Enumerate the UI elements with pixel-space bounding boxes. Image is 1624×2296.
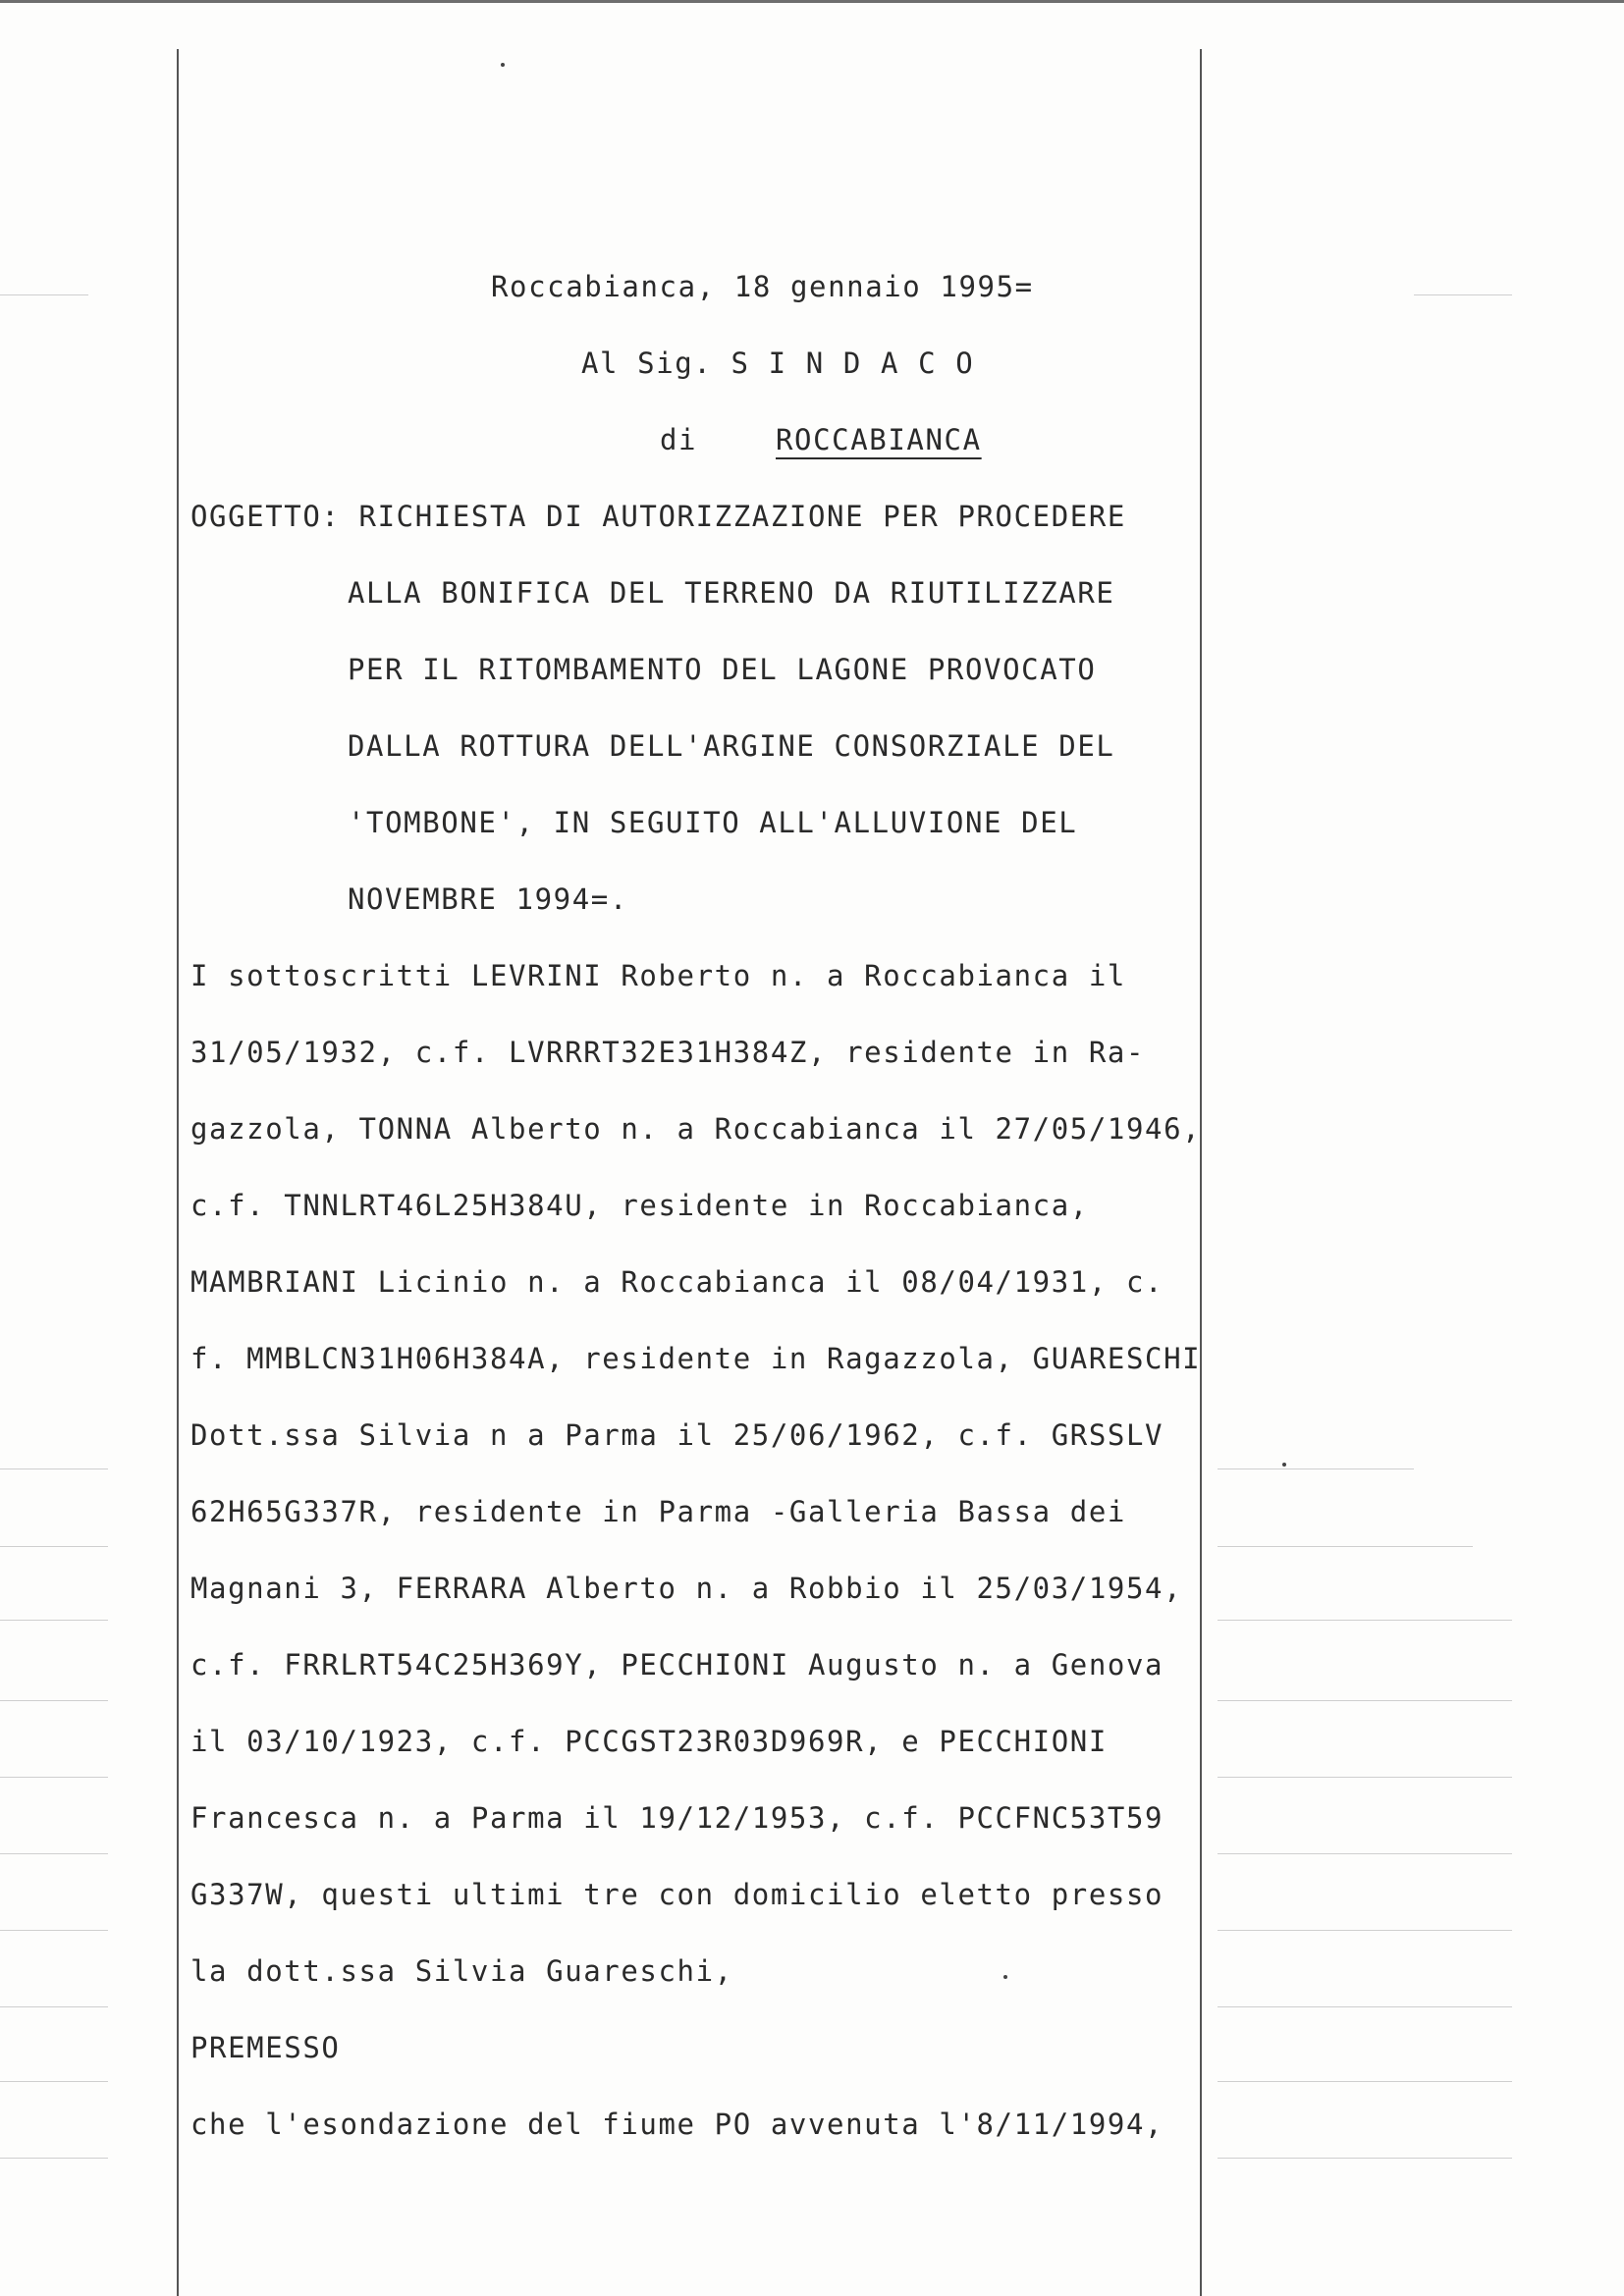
guide-line bbox=[1218, 1468, 1414, 1469]
guide-line bbox=[0, 1930, 108, 1931]
section-heading: PREMESSO bbox=[190, 2031, 341, 2064]
body-line: il 03/10/1923, c.f. PCCGST23R03D969R, e PECCHIONI bbox=[190, 1725, 1108, 1758]
left-margin-line bbox=[177, 49, 179, 2296]
guide-line bbox=[1218, 1777, 1512, 1778]
guide-line bbox=[0, 294, 88, 295]
body-line: f. MMBLCN31H06H384A, residente in Ragazzola, GUARESCHI bbox=[190, 1342, 1202, 1375]
recipient-title: Al Sig. S I N D A C O bbox=[581, 347, 975, 380]
subject-line: NOVEMBRE 1994=. bbox=[348, 882, 628, 916]
body-line: 62H65G337R, residente in Parma -Galleria Bassa dei bbox=[190, 1495, 1126, 1528]
page-top-edge bbox=[0, 0, 1624, 3]
body-line: 31/05/1932, c.f. LVRRRT32E31H384Z, residente in Ra- bbox=[190, 1036, 1146, 1069]
body-line: I sottoscritti LEVRINI Roberto n. a Roccabianca il bbox=[190, 959, 1126, 992]
subject-line: 'TOMBONE', IN SEGUITO ALL'ALLUVIONE DEL bbox=[348, 806, 1078, 839]
guide-line bbox=[0, 1468, 108, 1469]
place-date: Roccabianca, 18 gennaio 1995= bbox=[491, 270, 1034, 303]
subject-line: ALLA BONIFICA DEL TERRENO DA RIUTILIZZARE bbox=[348, 576, 1115, 610]
subject-line: PER IL RITOMBAMENTO DEL LAGONE PROVOCATO bbox=[348, 653, 1097, 686]
guide-line bbox=[0, 1620, 108, 1621]
recipient-town: ROCCABIANCA bbox=[776, 423, 982, 456]
body-line: G337W, questi ultimi tre con domicilio eletto presso bbox=[190, 1878, 1164, 1911]
guide-line bbox=[0, 1853, 108, 1854]
body-line: Magnani 3, FERRARA Alberto n. a Robbio il 25/03/1954, bbox=[190, 1572, 1183, 1605]
guide-line bbox=[1218, 1930, 1512, 1931]
body-line: la dott.ssa Silvia Guareschi, bbox=[190, 1954, 733, 1988]
ink-speck bbox=[1003, 1975, 1007, 1979]
guide-line bbox=[1218, 2006, 1512, 2007]
guide-line bbox=[1218, 1620, 1512, 1621]
subject-line: OGGETTO: RICHIESTA DI AUTORIZZAZIONE PER PROCEDERE bbox=[190, 500, 1126, 533]
guide-line bbox=[0, 2158, 108, 2159]
guide-line bbox=[1218, 2081, 1512, 2082]
body-line: gazzola, TONNA Alberto n. a Roccabianca il 27/05/1946, bbox=[190, 1112, 1202, 1146]
guide-line bbox=[1218, 1700, 1512, 1701]
body-line: Dott.ssa Silvia n a Parma il 25/06/1962, c.f. GRSSLV bbox=[190, 1418, 1164, 1452]
guide-line bbox=[0, 1546, 108, 1547]
guide-line bbox=[0, 1700, 108, 1701]
body-line: Francesca n. a Parma il 19/12/1953, c.f. PCCFNC53T59 bbox=[190, 1801, 1164, 1835]
guide-line bbox=[1218, 2158, 1512, 2159]
guide-line bbox=[1218, 1546, 1473, 1547]
body-line: c.f. TNNLRT46L25H384U, residente in Roccabianca, bbox=[190, 1189, 1089, 1222]
ink-speck bbox=[1282, 1463, 1286, 1467]
right-margin-line bbox=[1200, 49, 1202, 2296]
guide-line bbox=[0, 2081, 108, 2082]
guide-line bbox=[0, 2006, 108, 2007]
body-line: che l'esondazione del fiume PO avvenuta l'8/11/1994, bbox=[190, 2108, 1164, 2141]
body-line: MAMBRIANI Licinio n. a Roccabianca il 08/04/1931, c. bbox=[190, 1265, 1164, 1299]
recipient-prefix: di bbox=[660, 423, 698, 456]
guide-line bbox=[0, 1777, 108, 1778]
ink-speck bbox=[501, 63, 505, 67]
body-line: c.f. FRRLRT54C25H369Y, PECCHIONI Augusto n. a Genova bbox=[190, 1648, 1164, 1682]
guide-line bbox=[1414, 294, 1512, 295]
subject-line: DALLA ROTTURA DELL'ARGINE CONSORZIALE DEL bbox=[348, 729, 1115, 763]
guide-line bbox=[1218, 1853, 1512, 1854]
